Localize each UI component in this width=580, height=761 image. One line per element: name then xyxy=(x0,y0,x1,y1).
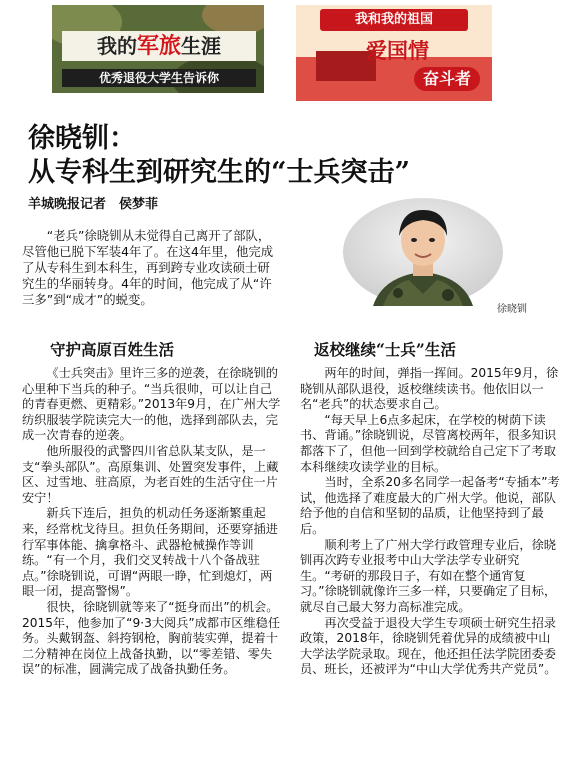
banner-left-title-post: 生涯 xyxy=(181,34,221,58)
paragraph: 《士兵突击》里许三多的逆袭，在徐晓钏的心里种下当兵的种子。“当兵很帅，可以让自己的青春更燃、更精彩。”2013年9月，在广州大学纺织服装学院读完大一的他，选择到部队去，完成一次青春的逆袭。 xyxy=(22,366,281,443)
lead-text: “老兵”徐晓钏从未觉得自己离开了部队，尽管他已脱下军装4年了。在这4年里，他完成了从专科生到本科生，再到跨专业攻读硕士研究生的华丽转身。4年的时间，他完成了从“许三多”到“成才”的蜕变。 xyxy=(22,228,274,307)
paragraph: 很快，徐晓钏就等来了“挺身而出”的机会。2015年，他参加了“9·3大阅兵”成都市区维稳任务。头戴钢盔、斜挎钢枪，胸前装实弹，提着十二分精神在岗位上战备执勤，以“零差错、零失误”的标准，圆满完成了战备执勤任务。 xyxy=(22,599,281,677)
headline-line2: 从专科生到研究生的“士兵突击” xyxy=(28,157,411,188)
banner-left-subtitle: 优秀退役大学生告诉你 xyxy=(62,69,256,87)
right-column xyxy=(300,366,560,678)
paragraph: 他所服役的武警四川省总队某支队，是一支“拳头部队”。高原集训、处置突发事件，上藏区、过雪地、驻高原，为老百姓的生活守住一片安宁！ xyxy=(22,443,279,505)
banner-right-top: 我和我的祖国 xyxy=(320,9,468,31)
paragraph: “每天早上6点多起床，在学校的树荫下读书、背诵。”徐晓钏说，尽管离校两年，很多知识都落下了，但他一回到学校就给自己定下了考取本科继续攻读学业的目标。 xyxy=(300,412,557,474)
lead-paragraph xyxy=(22,228,280,308)
banner-right-big: 爱国情 xyxy=(366,38,429,63)
section-heading-left: 守护高原百姓生活 xyxy=(50,340,175,359)
paragraph: 再次受益于退役大学生专项硕士研究生招录政策，2018年，徐晓钏凭着优异的成绩被中山大学法学院录取。现在，他还担任法学院团委委员、班长，还被评为“中山大学优秀共产党员”。 xyxy=(300,615,557,677)
paragraph: 当时，全系20多名同学一起备考“专插本”考试，他选择了难度最大的广州大学。他说，部队给予他的自信和坚韧的品质，让他坚持到了最后。 xyxy=(300,475,560,536)
portrait-photo xyxy=(343,198,503,306)
paragraph: 顺利考上了广州大学行政管理专业后，徐晓钏再次跨专业报考中山大学法学专业研究生。“考研的那段日子，有如在整个通宵复习。”徐晓钏就像许三多一样，只要确定了目标，就尽自己最大努力高标准完成。 xyxy=(300,537,557,614)
section-heading-right: 返校继续“士兵”生活 xyxy=(314,340,456,359)
paragraph: 两年的时间，弹指一挥间。2015年9月，徐晓钏从部队退役，返校继续读书。他依旧以一名“老兵”的状态要求自己。 xyxy=(300,366,559,412)
paragraph: 新兵下连后，担负的机动任务逐渐繁重起来，经常枕戈待旦。担负任务期间，还要穿插进行军事体能、擒拿格斗、武器枪械操作等训练。“有一个月，我们交叉转战十八个备战驻点。”徐晓钏说，可谓“两眼一睁，忙到熄灯，两眼一闭，提高警惕”。 xyxy=(22,506,278,599)
banner-right-badge: 奋斗者 xyxy=(414,67,480,91)
banner-left-title-pre: 我的 xyxy=(96,34,137,58)
headline-line1: 徐晓钏： xyxy=(28,123,136,154)
left-column xyxy=(22,366,284,678)
banner-left-title-highlight: 军旅 xyxy=(136,34,181,59)
byline: 羊城晚报记者 侯梦菲 xyxy=(28,197,159,212)
banner-my-motherland xyxy=(296,5,492,101)
banner-my-military-career xyxy=(52,5,264,93)
banner-left-title xyxy=(62,31,256,61)
headline xyxy=(28,122,568,190)
photo-caption: 徐晓钏 xyxy=(497,304,527,315)
